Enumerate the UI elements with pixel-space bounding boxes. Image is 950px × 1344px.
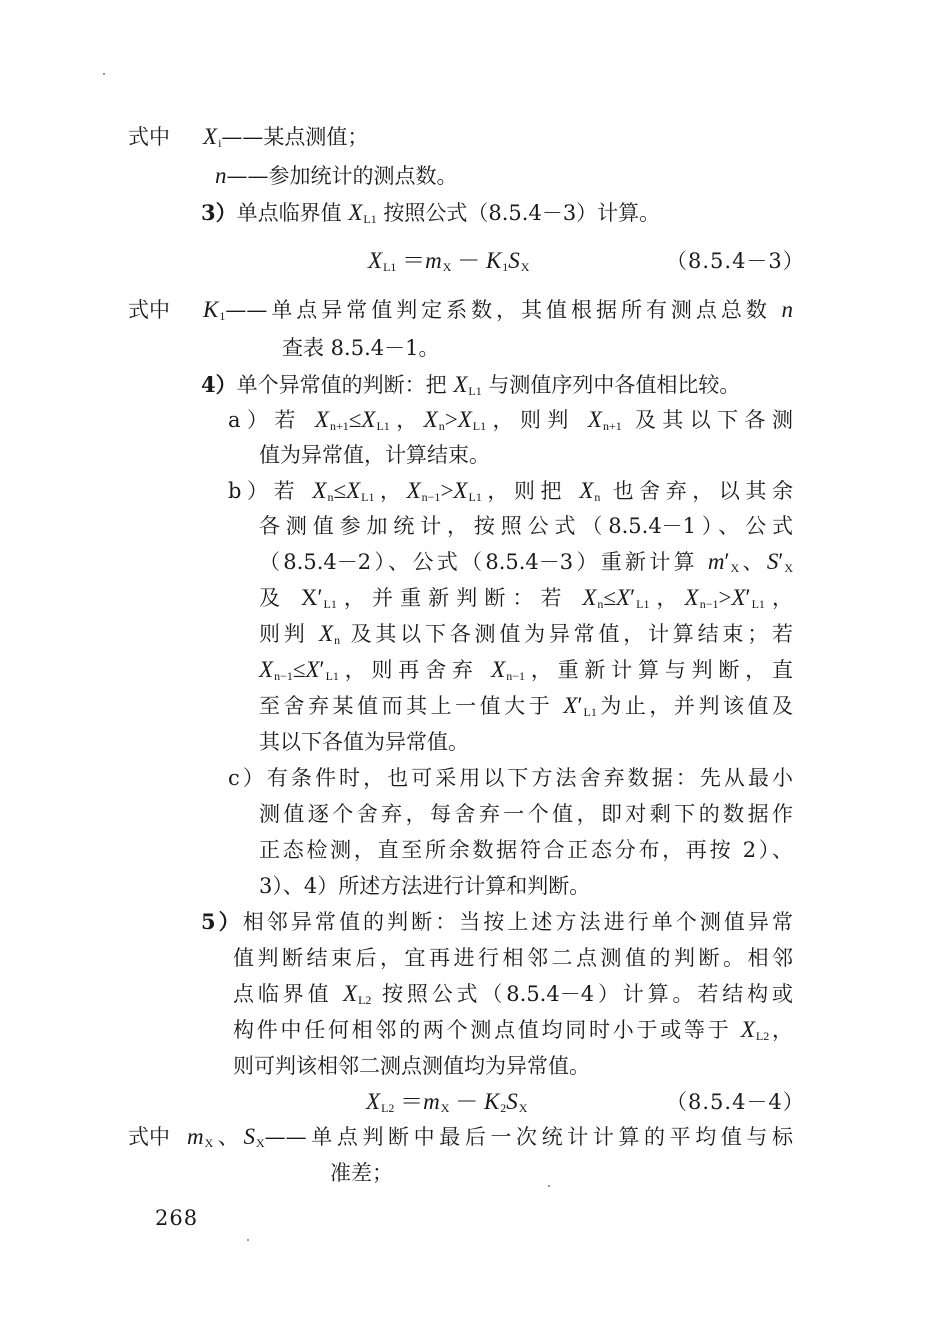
where-label-1: 式中 xyxy=(128,125,170,149)
equation-8-5-4-4: $X_{L2} =m_X - K_2S_X$ xyxy=(366,1089,528,1115)
case-b-line1: b）若 $X_n\le X_{L1}$，$X_{n-1}>X_{L1}$，则把 $X_n$ 也舍弃，以其余 xyxy=(228,478,793,504)
case-b-line5: 则判 $X_n$ 及其以下各测值为异常值，计算结束；若 xyxy=(259,621,793,647)
step-3: 3）单点临界值 $X_{L1}$ 按照公式（8.5.4－3）计算。 xyxy=(201,200,661,226)
equation-8-5-4-3: $X_{L1} =m_X - K_1S_X$ xyxy=(368,248,530,274)
page-number: 268 xyxy=(155,1206,199,1230)
definition-n: n——参加统计的测点数。 xyxy=(215,163,458,188)
case-a-line1: a）若 $X_{n+1}\le X_{L1}$，$X_n>X_{L1}$，则判 $X_{n+1}$ 及其以下各测 xyxy=(228,407,793,433)
scan-speck xyxy=(247,1239,249,1241)
definition-mx-sx: $m_X$、$S_X——$单点判断中最后一次统计计算的平均值与标 xyxy=(187,1124,794,1150)
case-c-line3: 正态检测，直至所余数据符合正态分布，再按 2）、 xyxy=(259,838,793,862)
case-c-line2: 测值逐个舍弃，每舍弃一个值，即对剩下的数据作 xyxy=(259,802,793,826)
step-5-line4: 构件中任何相邻的两个测点值均同时小于或等于 $X_{L2}$， xyxy=(233,1017,794,1043)
case-c-line1: c）有条件时，也可采用以下方法舍弃数据：先从最小 xyxy=(228,766,793,790)
equation-number-4: （8.5.4－4） xyxy=(666,1090,805,1114)
definition-k1-line2: 查表 8.5.4－1。 xyxy=(282,336,440,360)
equation-number-3: （8.5.4－3） xyxy=(666,249,805,273)
where-label-2: 式中 xyxy=(128,298,170,322)
scan-speck xyxy=(103,73,105,75)
case-b-line3: （8.5.4－2）、公式（8.5.4－3）重新计算 $m'_X$、$S'_X$ xyxy=(259,549,794,575)
case-b-line2: 各测值参加统计，按照公式（8.5.4－1）、公式 xyxy=(259,514,793,538)
case-b-line7: 至舍弃某值而其上一值大于 $X'_{L1}$为止，并判该值及 xyxy=(259,693,794,719)
case-b-line4: 及 $X'_{L1}$，并重新判断：若 $X_n\le X'_{L1}$，$X_{n-1}>X'_{L1}$， xyxy=(259,585,793,611)
definition-xi: $X_i——$某点测值； xyxy=(203,124,369,150)
step-5-line3: 点临界值 $X_{L2}$ 按照公式（8.5.4－4）计算。若结构或 xyxy=(233,981,794,1007)
step-5-line5: 则可判该相邻二测点测值均为异常值。 xyxy=(233,1054,590,1078)
case-b-line6: $X_{n-1}\le X'_{L1}$，则再舍弃 $X_{n-1}$，重新计算与判断，直 xyxy=(259,657,793,683)
scan-speck xyxy=(548,1185,550,1187)
case-c-line4: 3）、4）所述方法进行计算和判断。 xyxy=(259,874,591,898)
definition-k1: $K_1——$单点异常值判定系数，其值根据所有测点总数 n xyxy=(203,297,793,323)
case-b-line8: 其以下各值为异常值。 xyxy=(259,730,469,754)
where-label-3: 式中 xyxy=(128,1125,170,1149)
step-5-line2: 值判断结束后，宜再进行相邻二点测值的判断。相邻 xyxy=(233,946,793,970)
step-5-line1: 5）相邻异常值的判断：当按上述方法进行单个测值异常 xyxy=(201,909,793,934)
definition-mx-sx-line2: 准差； xyxy=(330,1161,393,1185)
step-4: 4）单个异常值的判断：把 $X_{L1}$ 与测值序列中各值相比较。 xyxy=(201,372,741,398)
case-a-line2: 值为异常值，计算结束。 xyxy=(259,443,490,467)
